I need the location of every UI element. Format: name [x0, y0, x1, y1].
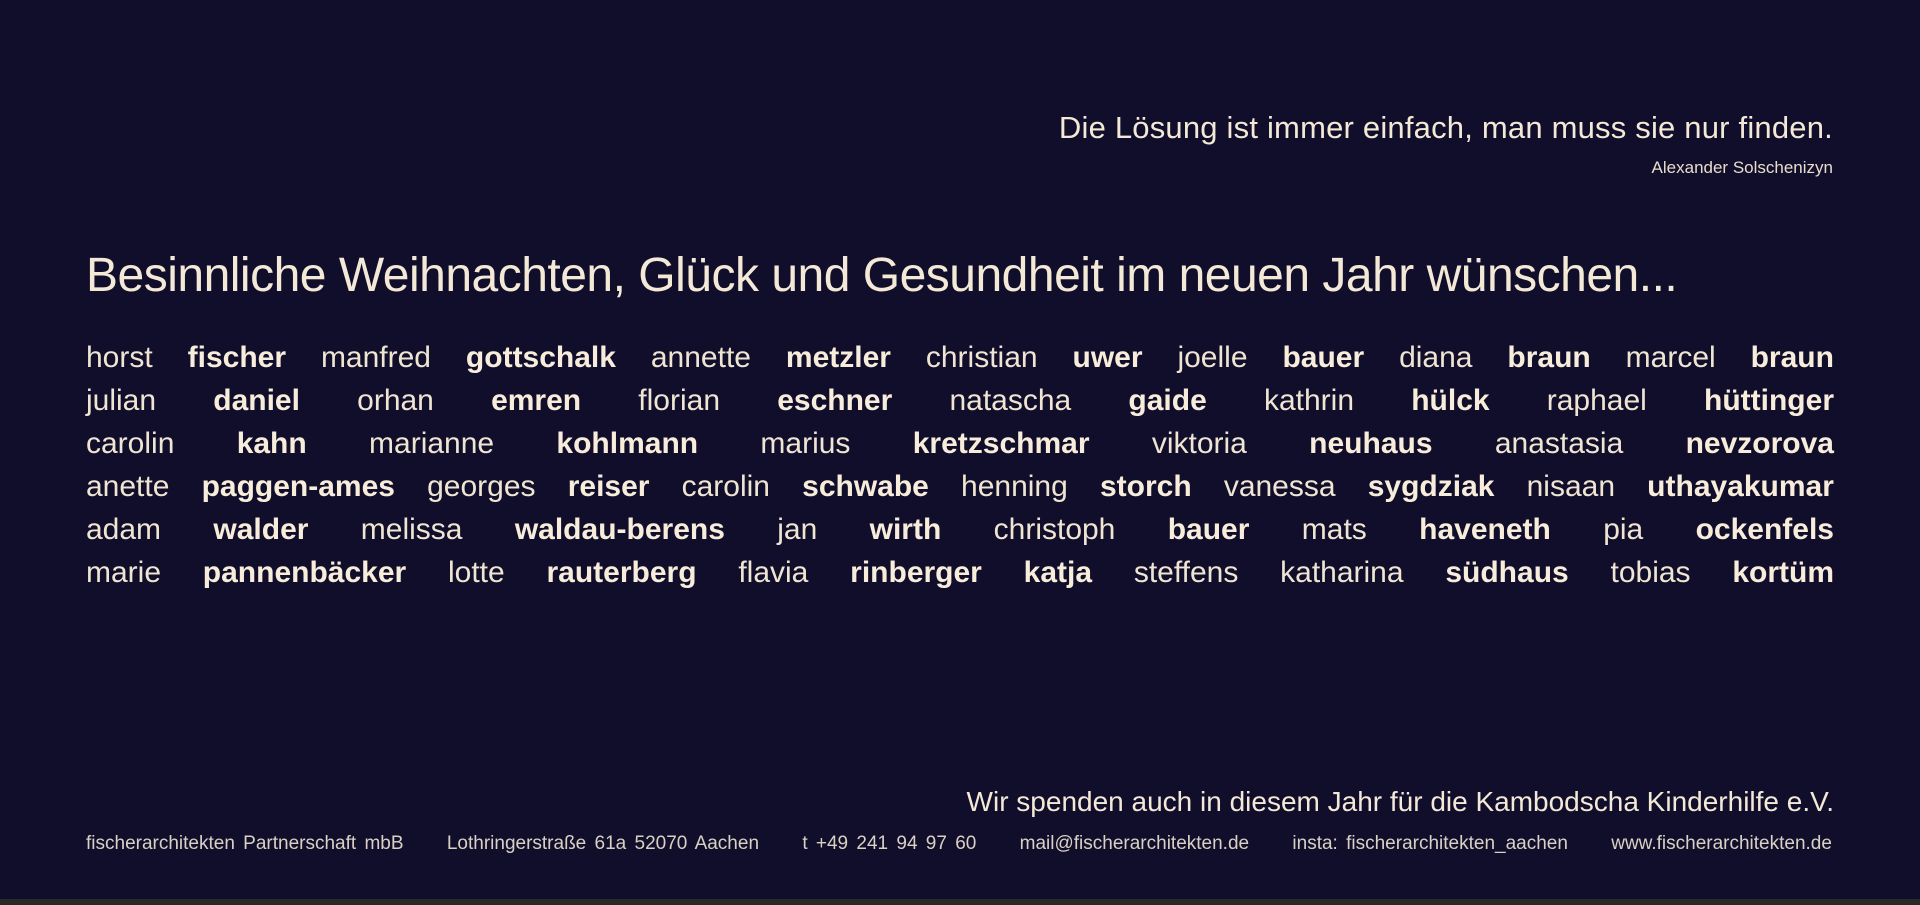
- last-name: nevzorova: [1685, 427, 1834, 460]
- first-name: katja: [1023, 556, 1093, 589]
- last-name: pannenbäcker: [202, 556, 407, 589]
- last-name: ockenfels: [1695, 513, 1834, 546]
- last-name: braun: [1507, 341, 1591, 374]
- first-name: marie: [86, 556, 162, 589]
- quote-block: [1059, 110, 1833, 178]
- first-name: manfred: [320, 341, 431, 374]
- last-name: bauer: [1167, 513, 1250, 546]
- first-name: florian: [638, 384, 721, 417]
- last-name: gaide: [1128, 384, 1207, 417]
- last-name: reiser: [567, 470, 650, 503]
- first-name: natascha: [949, 384, 1072, 417]
- last-name: schwabe: [802, 470, 929, 503]
- last-name: paggen-ames: [201, 470, 395, 503]
- last-name: daniel: [213, 384, 300, 417]
- footer: [86, 833, 1832, 855]
- first-name: melissa: [360, 513, 463, 546]
- footer-segment: fischerarchitekten Partnerschaft mbB: [86, 833, 404, 854]
- first-name: jan: [777, 513, 818, 546]
- names-list: [86, 336, 1834, 594]
- first-name: carolin: [86, 427, 175, 460]
- name-row: [86, 465, 1834, 508]
- footer-segment: www.fischerarchitekten.de: [1611, 833, 1832, 854]
- first-name: georges: [427, 470, 536, 503]
- name-row: [86, 336, 1834, 379]
- first-name: anette: [86, 470, 170, 503]
- last-name: uwer: [1072, 341, 1143, 374]
- last-name: uthayakumar: [1647, 470, 1834, 503]
- quote-attribution: Alexander Solschenizyn: [1651, 158, 1833, 177]
- first-name: carolin: [681, 470, 770, 503]
- last-name: emren: [491, 384, 582, 417]
- name-row: [86, 379, 1834, 422]
- first-name: joelle: [1177, 341, 1248, 374]
- last-name: hüttinger: [1704, 384, 1834, 417]
- last-name: rauterberg: [546, 556, 697, 589]
- last-name: hülck: [1411, 384, 1490, 417]
- first-name: nisaan: [1526, 470, 1616, 503]
- donation-note: Wir spenden auch in diesem Jahr für die Kambodscha Kinderhilfe e.V.: [966, 786, 1834, 817]
- last-name: rinberger: [850, 556, 982, 589]
- name-row: [86, 551, 1834, 594]
- first-name: flavia: [738, 556, 809, 589]
- first-name: viktoria: [1151, 427, 1247, 460]
- last-name: sygdziak: [1367, 470, 1495, 503]
- last-name: wirth: [869, 513, 942, 546]
- last-name: kahn: [236, 427, 307, 460]
- quote-text: Die Lösung ist immer einfach, man muss sie nur finden.: [1058, 110, 1833, 145]
- first-name: tobias: [1610, 556, 1691, 589]
- first-name: christian: [925, 341, 1038, 374]
- first-name: julian: [86, 384, 157, 417]
- name-row: [86, 508, 1834, 551]
- first-name: pia: [1603, 513, 1644, 546]
- last-name: storch: [1099, 470, 1192, 503]
- footer-segment: Lothringerstraße 61a 52070 Aachen: [446, 833, 760, 854]
- last-name: steffens: [1133, 556, 1239, 589]
- first-name: anastasia: [1494, 427, 1624, 460]
- last-name: fischer: [187, 341, 287, 374]
- last-name: neuhaus: [1309, 427, 1433, 460]
- first-name: vanessa: [1223, 470, 1336, 503]
- first-name: raphael: [1546, 384, 1647, 417]
- name-row: [86, 422, 1834, 465]
- greeting-heading: Besinnliche Weihnachten, Glück und Gesundheit im neuen Jahr wünschen...: [86, 249, 1678, 302]
- last-name: kortüm: [1732, 556, 1835, 589]
- first-name: mats: [1301, 513, 1367, 546]
- last-name: waldau-berens: [514, 513, 725, 546]
- last-name: eschner: [777, 384, 893, 417]
- last-name: bauer: [1282, 341, 1365, 374]
- bottom-edge-bar: [0, 899, 1920, 905]
- first-name: henning: [961, 470, 1068, 503]
- last-name: gottschalk: [465, 341, 616, 374]
- first-name: annette: [650, 341, 751, 374]
- last-name: kohlmann: [556, 427, 699, 460]
- first-name: marcel: [1625, 341, 1716, 374]
- first-name: christoph: [993, 513, 1116, 546]
- footer-segment: t +49 241 94 97 60: [802, 833, 977, 854]
- last-name: walder: [213, 513, 309, 546]
- first-name: lotte: [448, 556, 505, 589]
- footer-segment: mail@fischerarchitekten.de: [1019, 833, 1250, 854]
- first-name: marius: [760, 427, 851, 460]
- first-name: horst: [86, 341, 153, 374]
- first-name: kathrin: [1263, 384, 1355, 417]
- first-name: katharina: [1280, 556, 1404, 589]
- last-name: haveneth: [1419, 513, 1551, 546]
- last-name: kretzschmar: [912, 427, 1090, 460]
- first-name: adam: [86, 513, 162, 546]
- first-name: diana: [1399, 341, 1473, 374]
- first-name: orhan: [357, 384, 434, 417]
- last-name: metzler: [785, 341, 891, 374]
- first-name: marianne: [369, 427, 495, 460]
- last-name: braun: [1750, 341, 1834, 374]
- last-name: südhaus: [1445, 556, 1569, 589]
- footer-segment: insta: fischerarchitekten_aachen: [1292, 833, 1568, 854]
